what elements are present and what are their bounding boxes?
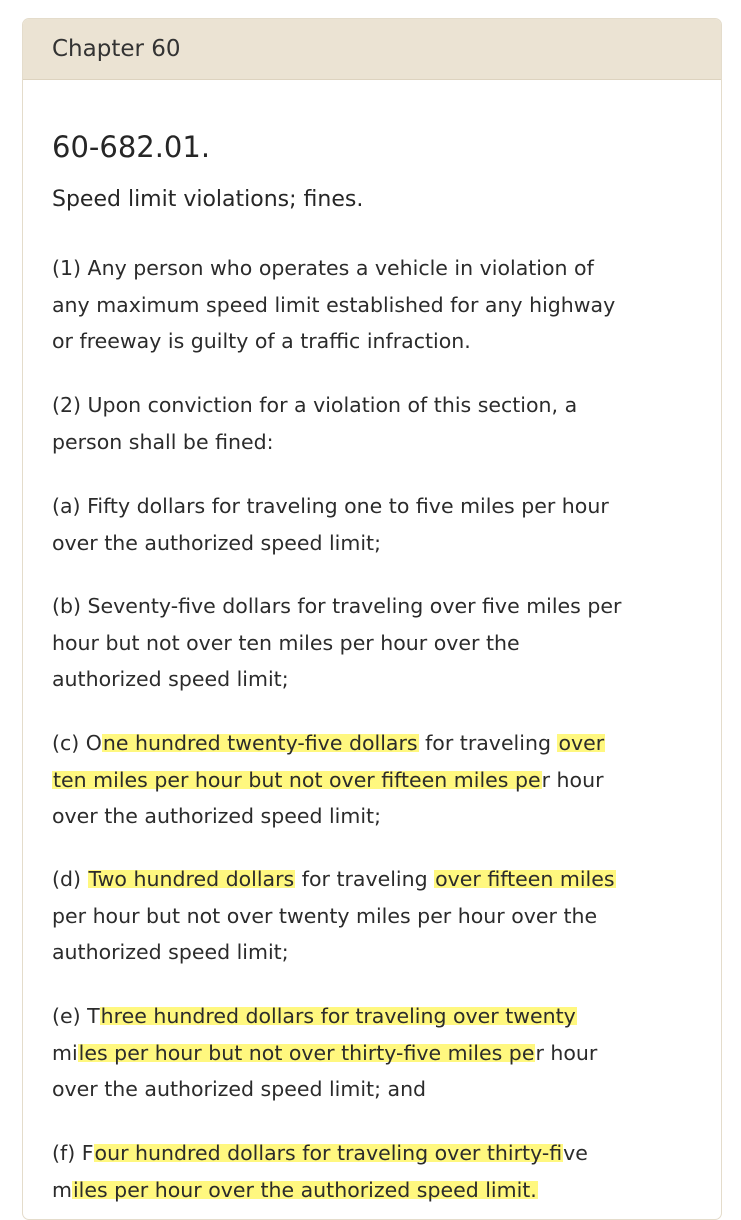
text-run: r hour (535, 1040, 598, 1065)
paragraph-line (52, 861, 717, 898)
text-run: (e) T (52, 1004, 100, 1028)
highlight-mark: ten miles per hour but not over fifteen miles pe (53, 767, 541, 792)
text-run: r hour (541, 767, 604, 792)
paragraph-line: over the authorized speed limit; (52, 804, 381, 828)
clause-d (52, 861, 717, 971)
section-title: Speed limit violations; fines. (52, 187, 364, 212)
text-run: m (52, 1177, 72, 1202)
highlight-mark: iles per hour over the authorized speed limit. (72, 1177, 537, 1202)
text-run: (f) F (52, 1141, 94, 1165)
text-run: (c) O (52, 731, 102, 755)
paragraph-line (52, 998, 717, 1035)
paragraph-line: (2) Upon conviction for a violation of this section, a (52, 393, 578, 417)
paragraph-line: person shall be fined: (52, 429, 274, 454)
chapter-header (23, 19, 721, 80)
statute-card (22, 18, 722, 1220)
clause-a (52, 488, 717, 561)
paragraph-line (52, 725, 717, 762)
highlight-mark: hree hundred dollars for traveling over twenty (100, 1004, 576, 1028)
highlight-mark: over (558, 731, 605, 755)
paragraph-1 (52, 250, 717, 360)
paragraph-line: authorized speed limit; (52, 940, 289, 964)
paragraph-line: over the authorized speed limit; (52, 530, 381, 555)
text-run: ve (563, 1141, 588, 1165)
paragraph-line: any maximum speed limit established for any highway (52, 292, 616, 317)
paragraph-line: or freeway is guilty of a traffic infraction. (52, 329, 471, 353)
paragraph-line: (a) Fifty dollars for traveling one to five miles per hour (52, 494, 609, 518)
text-run: (d) (52, 867, 88, 891)
paragraph-line: authorized speed limit; (52, 667, 289, 691)
paragraph-line: over the authorized speed limit; and (52, 1077, 427, 1101)
clause-f (52, 1135, 717, 1208)
paragraph-line: hour but not over ten miles per hour over the (52, 630, 520, 655)
highlight-mark: les per hour but not over thirty-five miles pe (78, 1040, 535, 1065)
paragraph-line (52, 1172, 717, 1209)
highlight-mark: our hundred dollars for traveling over thirty-fi (94, 1141, 563, 1165)
paragraph-line: (1) Any person who operates a vehicle in violation of (52, 256, 594, 280)
paragraph-2 (52, 387, 717, 460)
clause-e (52, 998, 717, 1108)
text-run: for traveling (295, 867, 435, 891)
paragraph-line (52, 1135, 717, 1172)
chapter-title: Chapter 60 (52, 36, 181, 62)
highlight-mark: Two hundred dollars (88, 867, 295, 891)
text-run: mi (52, 1040, 78, 1065)
text-run: for traveling (418, 731, 558, 755)
section-number: 60-682.01. (52, 130, 211, 164)
highlight-mark: ne hundred twenty-five dollars (102, 731, 418, 755)
paragraph-line: per hour but not over twenty miles per hour over the (52, 903, 598, 928)
highlight-mark: over fifteen miles (435, 867, 615, 891)
paragraph-line: (b) Seventy-five dollars for traveling over five miles per (52, 594, 622, 618)
paragraph-line (52, 762, 717, 799)
clause-c (52, 725, 717, 835)
clause-b (52, 588, 717, 698)
paragraph-line (52, 1035, 717, 1072)
